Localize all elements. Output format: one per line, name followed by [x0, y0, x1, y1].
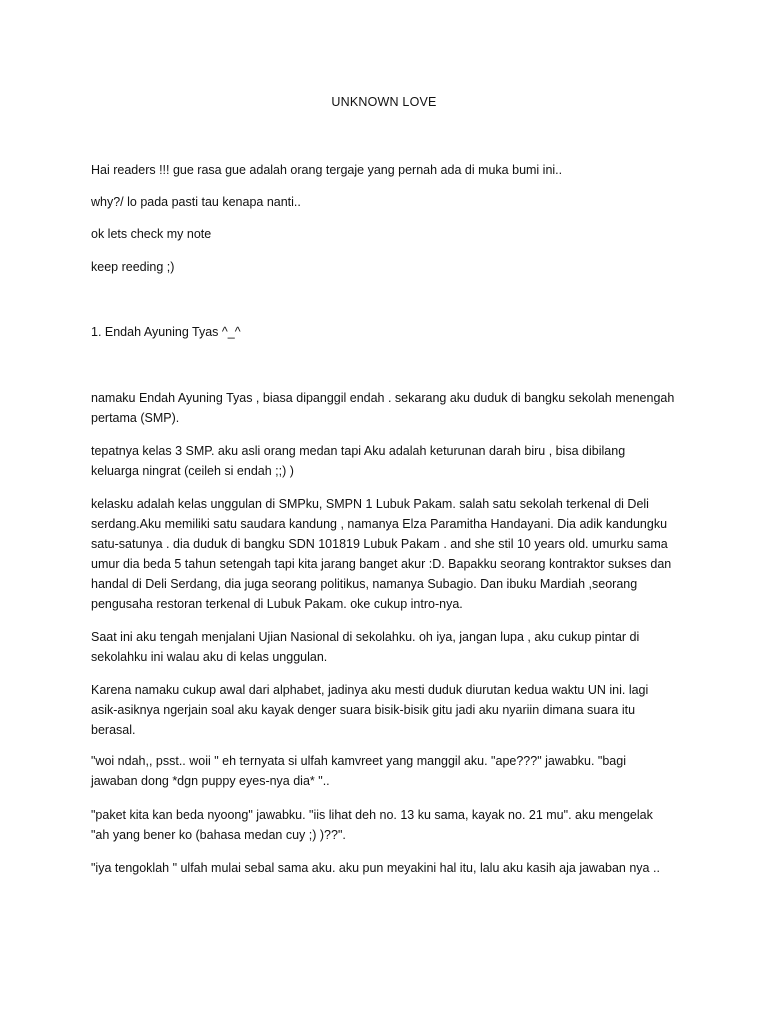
paragraph-line: serdang.Aku memiliki satu saudara kandung , namanya Elza Paramitha Handayani. Dia adik kandungku: [91, 517, 668, 531]
paragraph-4: [91, 627, 681, 667]
intro-line-3: ok lets check my note: [91, 227, 212, 241]
paragraph-line: berasal.: [91, 723, 136, 737]
paragraph-line: "iya tengoklah " ulfah mulai sebal sama aku. aku pun meyakini hal itu, lalu aku kasih aja jawaban nya ..: [91, 861, 660, 875]
paragraph-line: pengusaha restoran terkenal di Lubuk Pakam. oke cukup intro-nya.: [91, 597, 463, 611]
paragraph-7: [91, 805, 681, 845]
document-title: UNKNOWN LOVE: [331, 95, 437, 109]
paragraph-line: kelasku adalah kelas unggulan di SMPku, SMPN 1 Lubuk Pakam. salah satu sekolah terkenal di Deli: [91, 497, 649, 511]
intro-line-2: why?/ lo pada pasti tau kenapa nanti..: [91, 195, 301, 209]
paragraph-line: tepatnya kelas 3 SMP. aku asli orang medan tapi Aku adalah keturunan darah biru , bisa dibilang: [91, 444, 626, 458]
paragraph-8: [91, 858, 681, 878]
intro-line-4: keep reeding ;): [91, 260, 175, 274]
paragraph-line: namaku Endah Ayuning Tyas , biasa dipanggil endah . sekarang aku duduk di bangku sekolah menengah: [91, 391, 675, 405]
paragraph-line: "paket kita kan beda nyoong" jawabku. "iis lihat deh no. 13 ku sama, kayak no. 21 mu". aku mengelak: [91, 808, 653, 822]
paragraph-line: keluarga ningrat (ceileh si endah ;;) ): [91, 464, 294, 478]
paragraph-line: Karena namaku cukup awal dari alphabet, jadinya aku mesti duduk diurutan kedua waktu UN ini. lagi: [91, 683, 649, 697]
paragraph-line: pertama (SMP).: [91, 411, 180, 425]
paragraph-line: umur dia beda 5 tahun setengah tapi kita jarang banget akur :D. Bapakku seorang kontraktor sukses dan: [91, 557, 672, 571]
paragraph-line: Saat ini aku tengah menjalani Ujian Nasional di sekolahku. oh iya, jangan lupa , aku cukup pintar di: [91, 630, 640, 644]
paragraph-6: [91, 751, 681, 791]
paragraph-line: "ah yang bener ko (bahasa medan cuy ;) )??".: [91, 828, 346, 842]
paragraph-5: [91, 680, 681, 740]
paragraph-2: [91, 441, 681, 481]
paragraph-3: [91, 494, 681, 614]
paragraph-line: satu-satunya . dia duduk di bangku SDN 101819 Lubuk Pakam . and she stil 10 years old. umurku sama: [91, 537, 668, 551]
paragraph-line: sekolahku ini walau aku di kelas unggulan.: [91, 650, 328, 664]
paragraph-line: asik-asiknya ngerjain soal aku kayak denger suara bisik-bisik gitu jadi aku nyariin dimana suara itu: [91, 703, 636, 717]
intro-line-1: Hai readers !!! gue rasa gue adalah orang tergaje yang pernah ada di muka bumi ini..: [91, 163, 563, 177]
paragraph-line: "woi ndah,, psst.. woii " eh ternyata si ulfah kamvreet yang manggil aku. "ape???" jawabku. "bagi: [91, 754, 626, 768]
paragraph-1: [91, 388, 681, 428]
paragraph-line: handal di Deli Serdang, dia juga seorang politikus, namanya Subagio. Dan ibuku Mardiah ,seorang: [91, 577, 638, 591]
paragraph-line: jawaban dong *dgn puppy eyes-nya dia* "..: [91, 774, 330, 788]
chapter-heading: 1. Endah Ayuning Tyas ^_^: [91, 325, 241, 339]
